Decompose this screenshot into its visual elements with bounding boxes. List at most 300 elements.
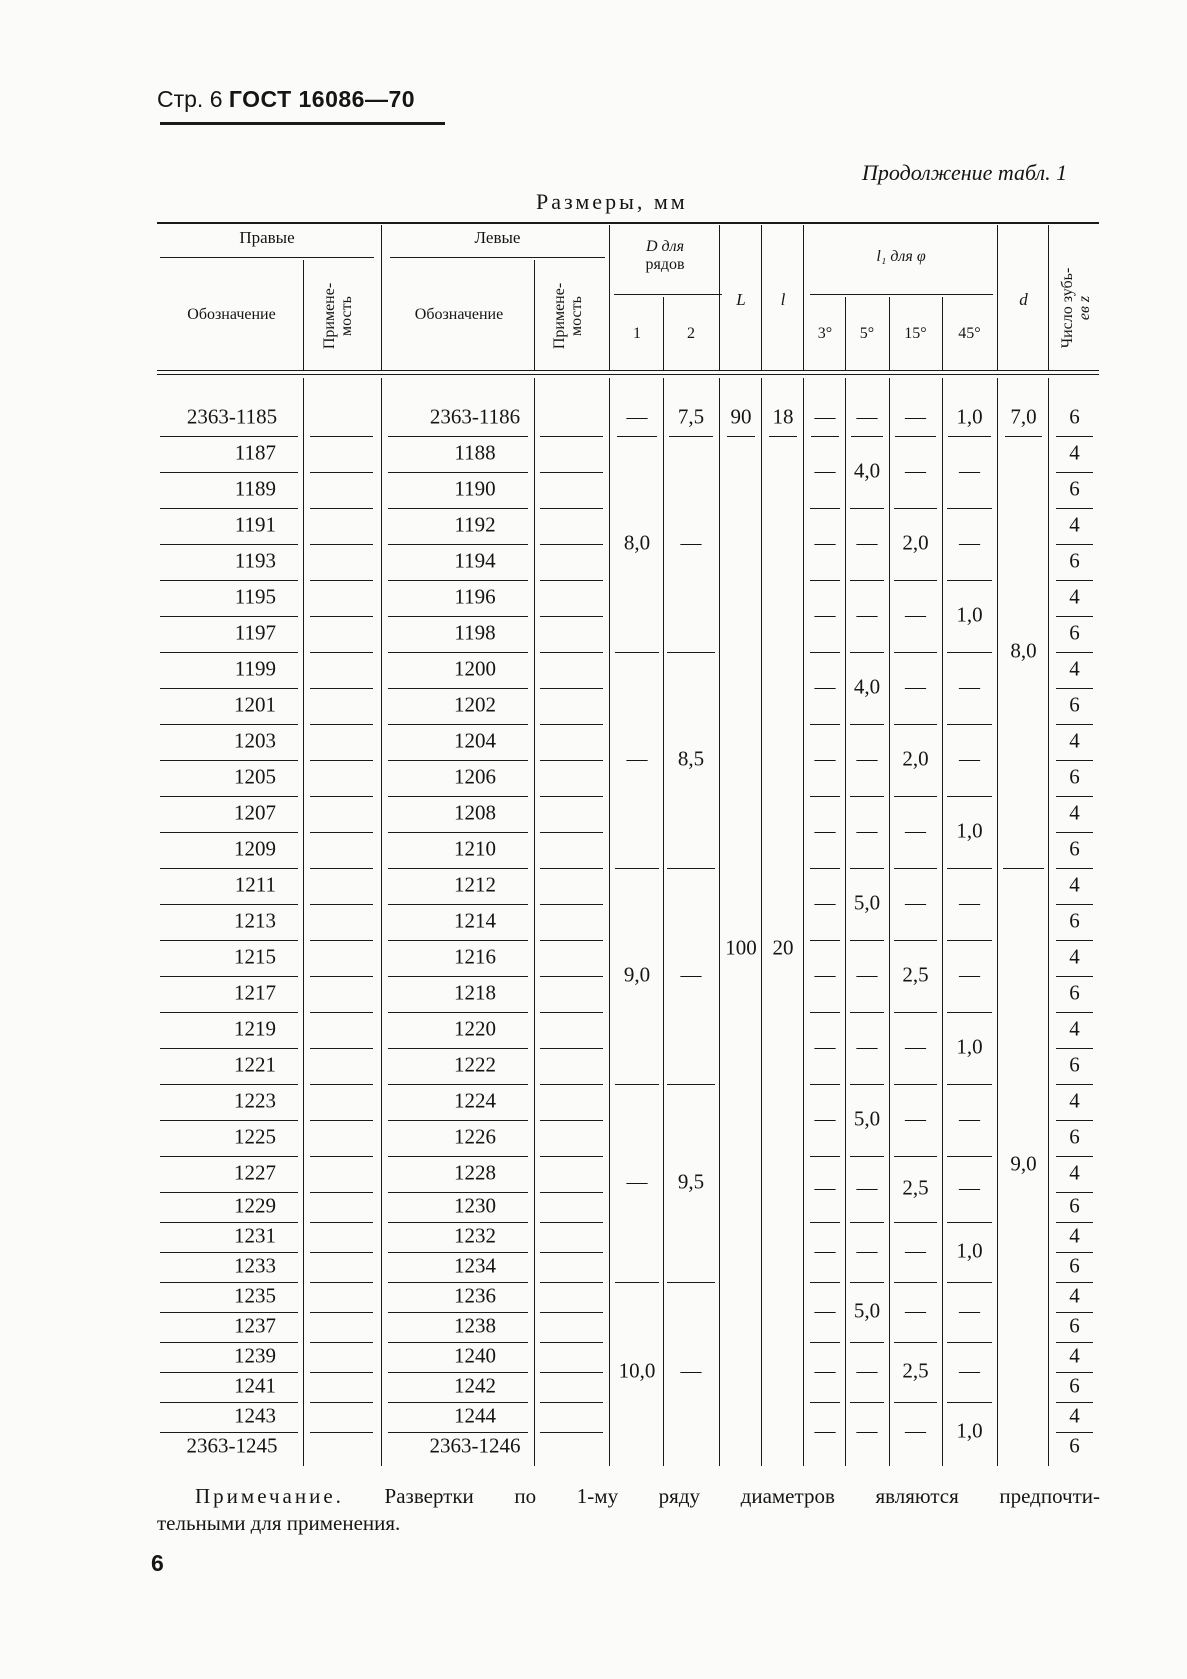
row-rule (310, 580, 373, 581)
right-code-cell: 1231 (234, 1223, 276, 1248)
pair-rule (810, 868, 840, 869)
right-code-cell: 1229 (234, 1193, 276, 1218)
teeth-rule (1056, 436, 1093, 437)
row-rule (388, 1012, 528, 1013)
left-code-cell: 2363-1246 (429, 1433, 521, 1458)
cell-rule (669, 436, 713, 437)
row-rule (388, 508, 528, 509)
l1-15deg-cell: — (905, 458, 926, 483)
l1-5deg-cell: — (856, 1358, 878, 1383)
pair-rule (850, 1402, 884, 1403)
header-bottom-rule (157, 370, 1099, 371)
right-code-cell: 1235 (234, 1283, 276, 1308)
text: Примене- (321, 282, 338, 350)
row-rule (310, 616, 373, 617)
l1-15deg-cell: 2,5 (902, 962, 929, 987)
teeth-rule (1056, 616, 1093, 617)
teeth-count-cell: 4 (1069, 1160, 1080, 1185)
pair-rule (850, 508, 884, 509)
pair-rule (810, 1342, 840, 1343)
pair-rule (947, 1282, 992, 1283)
left-code-cell: 1234 (454, 1253, 496, 1278)
d-row2-cell: — (680, 530, 702, 555)
d-row2-cell: — (680, 962, 702, 987)
right-code-cell: 1239 (234, 1343, 276, 1368)
l1-45deg-cell: 1,0 (956, 818, 983, 843)
group-rule (667, 1084, 715, 1085)
group-rule (667, 652, 715, 653)
row-rule (540, 868, 603, 869)
row-rule (540, 1282, 603, 1283)
d-row1-cell: 8,0 (623, 530, 651, 555)
row-rule (160, 1048, 298, 1049)
header-row-2: 2 (687, 325, 695, 342)
l1-45deg-cell: 1,0 (956, 1034, 983, 1059)
row-rule (540, 1120, 603, 1121)
page-header (157, 86, 415, 113)
row-rule (388, 1156, 528, 1157)
l1-3deg-cell: — (814, 404, 836, 429)
note-line-1 (195, 1482, 1100, 1510)
vline (381, 225, 382, 370)
l1-15deg-cell: — (905, 1238, 926, 1263)
teeth-count-cell: 4 (1069, 512, 1080, 537)
column-rule (942, 378, 943, 1466)
rule (157, 374, 1099, 375)
pair-rule (850, 1084, 884, 1085)
right-code-cell: 1197 (234, 620, 276, 645)
row-rule (540, 580, 603, 581)
l1-5deg-cell: 5,0 (853, 1106, 881, 1131)
left-code-cell: 1188 (454, 440, 496, 465)
teeth-rule (1056, 904, 1093, 905)
column-rule (889, 378, 890, 1466)
teeth-count-cell: 4 (1069, 800, 1080, 825)
right-code-cell: 1201 (234, 692, 276, 717)
teeth-rule (1056, 760, 1093, 761)
l1-5deg-cell: — (856, 818, 878, 843)
left-code-cell: 1232 (454, 1223, 496, 1248)
column-rule (609, 378, 610, 1466)
header-underline (160, 122, 445, 125)
pair-rule (894, 652, 937, 653)
pair-rule (850, 580, 884, 581)
row-rule (160, 508, 298, 509)
l1-3deg-cell: — (814, 962, 836, 987)
row-rule (160, 904, 298, 905)
row-rule (310, 688, 373, 689)
pair-rule (850, 940, 884, 941)
left-code-cell: 1196 (454, 584, 496, 609)
note-label: Примечание. (195, 1484, 344, 1508)
left-code-cell: 1238 (454, 1313, 496, 1338)
teeth-count-cell: 4 (1069, 1016, 1080, 1041)
row-rule (540, 472, 603, 473)
left-code-cell: 1236 (454, 1283, 496, 1308)
pair-rule (850, 1342, 884, 1343)
header-angle-15: 15° (904, 325, 927, 342)
row-rule (310, 1252, 373, 1253)
row-rule (310, 760, 373, 761)
sizes-caption: Размеры, мм (536, 189, 688, 214)
l1-3deg-cell: — (814, 1298, 836, 1323)
l1-3deg-cell: — (814, 602, 836, 627)
group-rule (615, 868, 659, 869)
row-rule (160, 1282, 298, 1283)
right-code-cell: 1187 (234, 440, 276, 465)
row-rule (310, 940, 373, 941)
right-code-cell: 1199 (234, 656, 276, 681)
table-top-rule (157, 222, 1099, 224)
l1-3deg-cell: — (814, 1034, 836, 1059)
header-designation-left: Обозначение (414, 306, 504, 323)
pair-rule (810, 1222, 840, 1223)
row-rule (310, 1084, 373, 1085)
l1-3deg-cell: — (814, 746, 836, 771)
note-text-1: Развертки по 1-му ряду диаметров являются предпочти- (384, 1484, 1100, 1508)
teeth-rule (1056, 724, 1093, 725)
teeth-rule (1056, 1012, 1093, 1013)
left-code-cell: 1224 (454, 1088, 496, 1113)
l1-3deg-cell: — (814, 530, 836, 555)
row-rule (388, 868, 528, 869)
pair-rule (850, 1282, 884, 1283)
d-merged-cell: 8,0 (1010, 638, 1037, 663)
right-code-cell: 1215 (234, 944, 276, 969)
left-code-cell: 1222 (454, 1052, 496, 1077)
row-rule (540, 1432, 603, 1433)
header-d: d (1019, 290, 1028, 309)
pair-rule (894, 1222, 937, 1223)
right-code-cell: 1209 (234, 836, 276, 861)
row-rule (540, 796, 603, 797)
right-code-cell: 1203 (234, 728, 276, 753)
d-merged-cell: 9,0 (1010, 1151, 1037, 1176)
right-code-cell: 1233 (234, 1253, 276, 1278)
row-rule (540, 832, 603, 833)
teeth-count-cell: 6 (1069, 1313, 1080, 1338)
header-designation-right: Обозначение (187, 306, 276, 323)
row-rule (388, 652, 528, 653)
d-row2-cell: 7,5 (677, 404, 705, 429)
right-code-cell: 1211 (234, 872, 276, 897)
row-rule (160, 436, 298, 437)
right-code-cell: 2363-1185 (186, 404, 278, 429)
l1-15deg-cell: 2,5 (902, 1175, 929, 1200)
row-rule (160, 976, 298, 977)
row-rule (388, 760, 528, 761)
vline (1048, 225, 1049, 370)
row-rule (160, 544, 298, 545)
row-rule (160, 1120, 298, 1121)
l1-45deg-cell: 1,0 (956, 404, 983, 429)
row-rule (160, 832, 298, 833)
row-rule (310, 508, 373, 509)
row-rule (540, 976, 603, 977)
teeth-count-cell: 6 (1069, 1433, 1080, 1458)
l1-5deg-cell: 4,0 (853, 458, 881, 483)
l1-45deg-cell: — (959, 1175, 980, 1200)
right-code-cell: 1205 (234, 764, 276, 789)
d-row1-cell: — (626, 746, 648, 771)
left-code-cell: 1198 (454, 620, 496, 645)
column-rule (663, 378, 664, 1466)
l1-45deg-cell: 1,0 (956, 602, 983, 627)
l1-15deg-cell: — (905, 1298, 926, 1323)
row-rule (540, 652, 603, 653)
pair-rule (810, 724, 840, 725)
header-l1-phi: l₁ для φ (876, 248, 926, 265)
row-rule (160, 1372, 298, 1373)
l1-5deg-cell: — (856, 1034, 878, 1059)
cell-rule (948, 436, 991, 437)
row-rule (388, 688, 528, 689)
teeth-count-cell: 6 (1069, 476, 1080, 501)
header-teeth-count (1060, 247, 1098, 369)
row-rule (388, 1048, 528, 1049)
pair-rule (810, 940, 840, 941)
row-rule (160, 760, 298, 761)
right-code-cell: 1195 (234, 584, 276, 609)
row-rule (540, 1252, 603, 1253)
l1-15deg-cell: — (905, 1034, 926, 1059)
column-rule (997, 378, 998, 1466)
pair-rule (810, 508, 840, 509)
teeth-count-cell: 4 (1069, 872, 1080, 897)
left-code-cell: 1242 (454, 1373, 496, 1398)
teeth-count-cell: 6 (1069, 1253, 1080, 1278)
d-row2-cell: 9,5 (677, 1169, 705, 1194)
left-code-cell: 1212 (454, 872, 496, 897)
l1-3deg-cell: — (814, 458, 836, 483)
row-rule (160, 652, 298, 653)
pair-rule (850, 796, 884, 797)
pair-rule (947, 652, 992, 653)
row-rule (540, 1222, 603, 1223)
l1-3deg-cell: — (814, 890, 836, 915)
teeth-count-cell: 4 (1069, 944, 1080, 969)
l1-3deg-cell: — (814, 674, 836, 699)
teeth-count-cell: 4 (1069, 440, 1080, 465)
l1-15deg-cell: — (905, 818, 926, 843)
row-rule (310, 1402, 373, 1403)
teeth-count-cell: 4 (1069, 1283, 1080, 1308)
row-rule (540, 1048, 603, 1049)
right-code-cell: 1243 (234, 1403, 276, 1428)
l1-15deg-cell: — (905, 1418, 926, 1443)
header-angle-45: 45° (958, 325, 981, 342)
row-rule (310, 1432, 373, 1433)
column-rule (719, 378, 720, 1466)
row-rule (310, 868, 373, 869)
note-line-2: тельными для применения. (157, 1511, 401, 1535)
rule (390, 257, 605, 258)
row-rule (388, 1084, 528, 1085)
vline (803, 225, 804, 370)
row-rule (310, 652, 373, 653)
pair-rule (894, 868, 937, 869)
vline (997, 225, 998, 370)
pair-rule (894, 1342, 937, 1343)
row-rule (540, 1402, 603, 1403)
row-rule (540, 688, 603, 689)
group-rule (615, 1282, 659, 1283)
left-code-cell: 1228 (454, 1160, 496, 1185)
row-rule (540, 544, 603, 545)
row-rule (160, 1402, 298, 1403)
row-rule (310, 1222, 373, 1223)
teeth-rule (1056, 580, 1093, 581)
teeth-count-cell: 4 (1069, 1088, 1080, 1113)
row-rule (310, 1342, 373, 1343)
teeth-count-cell: 6 (1069, 764, 1080, 789)
row-rule (160, 724, 298, 725)
cell-rule (727, 436, 755, 437)
l1-45deg-cell: — (959, 1298, 980, 1323)
l1-5deg-cell: — (856, 1238, 878, 1263)
cell-rule (851, 436, 883, 437)
header-angle-5: 5° (859, 325, 875, 342)
row-rule (160, 796, 298, 797)
row-rule (540, 724, 603, 725)
pair-rule (894, 1084, 937, 1085)
pair-rule (810, 652, 840, 653)
pair-rule (894, 580, 937, 581)
row-rule (160, 940, 298, 941)
row-rule (388, 940, 528, 941)
l1-15deg-cell: — (905, 404, 926, 429)
row-rule (310, 544, 373, 545)
row-rule (388, 616, 528, 617)
vline (303, 260, 304, 370)
l1-15deg-cell: — (905, 1106, 926, 1131)
pair-rule (947, 580, 992, 581)
left-code-cell: 1244 (454, 1403, 496, 1428)
header-l: l (780, 290, 786, 309)
row-rule (540, 904, 603, 905)
vline (534, 260, 535, 370)
l1-5deg-cell: — (856, 1418, 878, 1443)
row-rule (310, 1156, 373, 1157)
header-L: L (736, 290, 746, 309)
d-row2-cell: — (680, 1358, 702, 1383)
row-rule (160, 1012, 298, 1013)
rule (160, 257, 374, 258)
l1-45deg-cell: — (959, 746, 980, 771)
header-row-1: 1 (633, 325, 641, 342)
left-code-cell: 1200 (454, 656, 496, 681)
l1-15deg-cell: — (905, 890, 926, 915)
row-rule (310, 1282, 373, 1283)
left-code-cell: 2363-1186 (429, 404, 521, 429)
row-rule (160, 1156, 298, 1157)
left-code-cell: 1230 (454, 1193, 496, 1218)
cell-rule (1005, 436, 1042, 437)
teeth-rule (1056, 1120, 1093, 1121)
L-cell: 90 (730, 404, 752, 429)
row-rule (160, 1312, 298, 1313)
l1-5deg-cell: 5,0 (853, 1298, 881, 1323)
right-code-cell: 1217 (234, 980, 276, 1005)
l1-3deg-cell: — (814, 1238, 836, 1263)
d-row1-cell: 10,0 (618, 1358, 656, 1383)
pair-rule (894, 940, 937, 941)
row-rule (540, 1084, 603, 1085)
right-code-cell: 1225 (234, 1124, 276, 1149)
right-code-cell: 1241 (234, 1373, 276, 1398)
teeth-rule (1056, 940, 1093, 941)
l1-15deg-cell: — (905, 602, 926, 627)
teeth-count-cell: 6 (1069, 980, 1080, 1005)
row-rule (388, 976, 528, 977)
group-rule (615, 652, 659, 653)
cell-rule (895, 436, 936, 437)
pair-rule (947, 868, 992, 869)
row-rule (310, 436, 373, 437)
document-code: ГОСТ 16086—70 (228, 86, 416, 112)
pair-rule (947, 1222, 992, 1223)
left-code-cell: 1214 (454, 908, 496, 933)
teeth-count-cell: 6 (1069, 620, 1080, 645)
pair-rule (850, 652, 884, 653)
pair-rule (947, 796, 992, 797)
l1-45deg-cell: — (959, 1106, 980, 1131)
row-rule (160, 1192, 298, 1193)
right-code-cell: 2363-1245 (186, 1433, 278, 1458)
text: рядов (645, 256, 685, 273)
pair-rule (850, 724, 884, 725)
row-rule (160, 616, 298, 617)
row-rule (310, 1312, 373, 1313)
text: мость (337, 296, 355, 336)
right-code-cell: 1207 (234, 800, 276, 825)
left-code-cell: 1206 (454, 764, 496, 789)
continuation-caption: Продолжение табл. 1 (862, 160, 1068, 185)
column-rule (761, 378, 762, 1466)
teeth-rule (1056, 688, 1093, 689)
left-code-cell: 1240 (454, 1343, 496, 1368)
row-rule (160, 688, 298, 689)
teeth-rule (1056, 472, 1093, 473)
right-code-cell: 1237 (234, 1313, 276, 1338)
teeth-count-cell: 6 (1069, 1193, 1080, 1218)
right-code-cell: 1191 (234, 512, 276, 537)
row-rule (160, 1252, 298, 1253)
l1-45deg-cell: 1,0 (956, 1238, 983, 1263)
row-rule (310, 1120, 373, 1121)
teeth-count-cell: 4 (1069, 1343, 1080, 1368)
teeth-rule (1056, 1048, 1093, 1049)
row-rule (160, 1084, 298, 1085)
vline (609, 225, 610, 370)
l1-15deg-cell: 2,5 (902, 1358, 929, 1383)
header-d-rows (611, 238, 719, 274)
l1-5deg-cell: — (856, 530, 878, 555)
teeth-count-cell: 6 (1069, 548, 1080, 573)
pair-rule (894, 724, 937, 725)
l1-3deg-cell: — (814, 818, 836, 843)
teeth-rule (1056, 976, 1093, 977)
row-rule (540, 1312, 603, 1313)
cell-rule (811, 436, 839, 437)
row-rule (160, 472, 298, 473)
l1-45deg-cell: — (959, 890, 980, 915)
l1-3deg-cell: — (814, 1358, 836, 1383)
row-rule (310, 832, 373, 833)
teeth-rule (1056, 652, 1093, 653)
header-angle-3: 3° (817, 325, 833, 342)
row-rule (310, 796, 373, 797)
